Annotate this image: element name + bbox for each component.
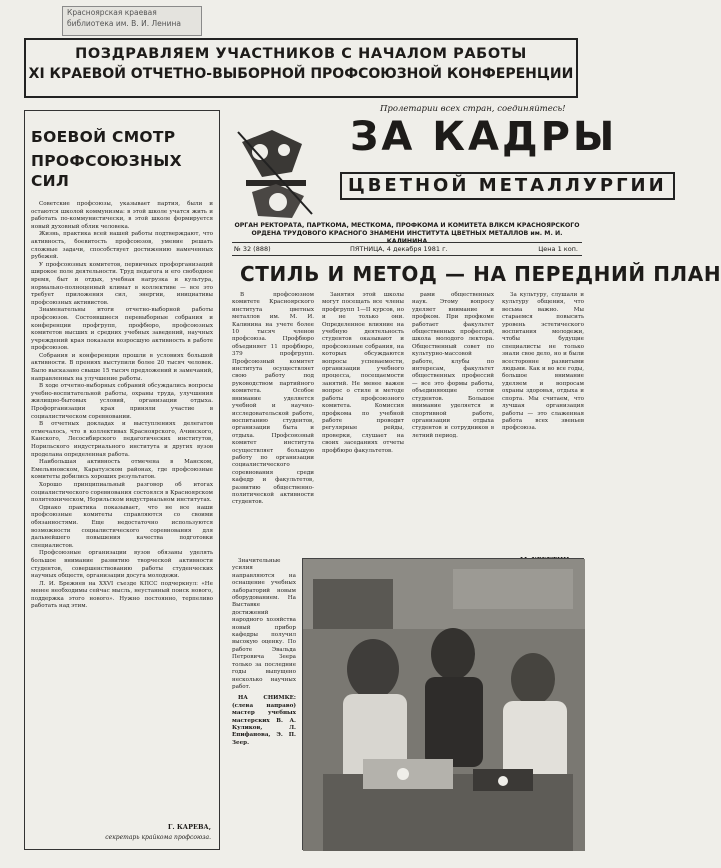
photo-caption bbox=[232, 558, 296, 850]
left-article-title-1: БОЕВОЙ СМОТР bbox=[31, 128, 176, 146]
banner-line-1: ПОЗДРАВЛЯЕМ УЧАСТНИКОВ С НАЧАЛОМ РАБОТЫ bbox=[75, 46, 527, 62]
left-paragraph: В ходе отчетно-выборных собраний обсуждались вопросы учебно-воспитательной работы, охраны труда, улучшения жилищно-бытовых условий, организации отдыха. Профорганизации края приняли участие в социалистическом соревновании. bbox=[31, 383, 213, 420]
issue-date: ПЯТНИЦА, 4 декабря 1981 г. bbox=[350, 245, 448, 253]
left-article-title-2: ПРОФСОЮЗНЫХ СИЛ bbox=[31, 152, 182, 190]
masthead bbox=[232, 112, 667, 232]
main-column-text: За культуру, слушали и культуру общения, что весьма важно. Мы стараемся повысить уровень эстетического воспитания молодежи, чтобы будущие специалисты не только знали свое дело, но и были всесторонне развитыми людьми. Как и во все годы, большое внимание уделяем и вопросам охраны здоровья, отдыха и спорта. Мы считаем, что лучшая организация работы — это слаженная работа всех звеньев профсоюза. bbox=[502, 292, 584, 432]
main-column-3 bbox=[412, 292, 494, 544]
left-paragraph: Хорошо принципиальный разговор об итогах социалистического соревнования состоялся в Красноярском политехническом, Норильском индустриальном институтах. bbox=[31, 481, 213, 504]
left-article-signature-role: секретарь крайкома профсоюза. bbox=[105, 834, 211, 841]
left-paragraph: В отчетных докладах и выступлениях делегатов отмечалось, что в коллективах Красноярского, Ачинского, Канского, Лесосибирского педагогических институтов, Норильского индустриального института и других вузов проделана определенная работа. bbox=[31, 421, 213, 458]
workshop-photo bbox=[302, 558, 584, 850]
workshop-photo-image bbox=[303, 559, 585, 851]
stamp-line-2: библиотека им. В. И. Ленина bbox=[67, 19, 181, 28]
main-column-1 bbox=[232, 292, 314, 544]
stamp-line-1: Красноярская краевая bbox=[67, 8, 157, 17]
photo-caption-text: Значительные усилия направляются на оснащение учебных лабораторий новым оборудованием. На Выставке достижений народного хозяйства новый прибор кафедры получил высокую оценку. По работе Эвальда Петровича Зеера только за последние годы выпущено несколько научных работ. bbox=[232, 558, 296, 690]
issue-number: № 32 (888) bbox=[234, 245, 271, 253]
banner-line-2: XI КРАЕВОЙ ОТЧЕТНО-ВЫБОРНОЙ ПРОФСОЮЗНОЙ КОНФЕРЕНЦИИ bbox=[28, 66, 574, 82]
main-article-body bbox=[232, 292, 584, 552]
issue-price: Цена 1 коп. bbox=[538, 245, 578, 253]
slogan: Пролетарии всех стран, соединяйтесь! bbox=[380, 104, 566, 114]
main-column-text: В профсоюзном комитете Красноярского института цветных металлов им. М. И. Калинина на учете более 10 тысяч членов профсоюза. Профбюро объединяет 11 профбюро, 379 профгрупп. Профсоюзный комитет института осуществляет свою работу под руководством партийного комитета. Особое внимание уделяется учебной и научно-исследовательской работе, воспитанию студентов, организации быта и отдыха. Профсоюзный комитет института осуществляет большую работу по организации социалистического соревнования среди кафедр и факультетов, развитию общественно-политической активности студентов. bbox=[232, 292, 314, 506]
left-paragraph: Знаменательны итоги отчетно-выборной работы профсоюзов. Состоявшиеся перевыборные собрания и конференции профгрупп, профбюро, профсоюзных комитетов высших и средних учебных заведений, научных учреждений края показали возросшую активность в работе профсоюзов. bbox=[31, 307, 213, 352]
left-article bbox=[24, 110, 220, 850]
library-stamp bbox=[62, 6, 202, 36]
issue-line bbox=[232, 242, 582, 256]
main-headline: СТИЛЬ И МЕТОД — НА ПЕРЕДНИЙ ПЛАН bbox=[240, 262, 721, 286]
left-article-body bbox=[31, 201, 213, 841]
main-column-4 bbox=[502, 292, 584, 544]
main-column-2 bbox=[322, 292, 404, 544]
masthead-subtitle: ЦВЕТНОЙ МЕТАЛЛУРГИИ bbox=[340, 172, 675, 200]
left-paragraph: У профсоюзных комитетов, первичных профорганизаций широкое поле деятельности. Труд педагога и его свободное время, быт и отдых, учебная нагрузка и культура, нормально-полноценный климат в коллективе — все это требует приложения сил, энергии, инициативы профсоюзных активистов. bbox=[31, 261, 213, 306]
left-paragraph: Советские профсоюзы, указывает партия, были и остаются школой коммунизма: в этой школе учатся жить и работать по-коммунистически, в этой школе формируется новый духовный облик человека. bbox=[31, 201, 213, 230]
masthead-title: ЗА КАДРЫ bbox=[350, 114, 618, 160]
left-paragraph: Наибольшая активность отмечена в Манском, Емельяновском, Каратузском районах, где профсоюзные комитеты добились хороших результатов. bbox=[31, 459, 213, 481]
left-paragraph: Л. И. Брежнев на XXVI съезде КПСС подчеркнул: «Не менее необходимы сейчас мысль, неустанный поиск нового, поддержка этого нового». Нужно постоянно, терпеливо работать над этим. bbox=[31, 580, 213, 610]
left-paragraph: Жизнь, практика всей нашей работы подтверждают, что активность, боевитость профсоюзов, умение решать сложные задачи, способствует достижению намеченных рубежей. bbox=[31, 231, 213, 261]
photo-caption-label: НА СНИМКЕ: (слева направо) мастер учебных мастерских В. А. Куликов, Л. Епифанова, Э. П. Зеер. bbox=[232, 695, 296, 746]
left-article-signature: Г. КАРЕВА, bbox=[167, 823, 211, 831]
main-column-text: рами общественных наук. Этому вопросу уделяет внимание и профком. При профкоме работает факультет общественных профессий, школа молодого лектора. Общественный совет по культурно-массовой работе, клубы по интересам, факультет общественных профессий — все это формы работы, объединяющие сотни студентов. Большое внимание уделяется и спортивной работе, организации отдыха студентов и сотрудников в летний период. bbox=[412, 292, 494, 439]
left-paragraph: Собрания и конференции прошли в условиях большой активности. В прениях выступили более 20 тысяч человек. Было высказано свыше 15 тысяч предложений и замечаний, направленных на улучшение работы. bbox=[31, 352, 213, 382]
greeting-banner bbox=[24, 38, 578, 98]
left-paragraph: Профсоюзные организации вузов обязаны уделять большое внимание развитию творческой активности студентов, совершенствованию работы студенческих научных обществ, организации досуга молодежи. bbox=[31, 550, 213, 580]
main-column-text: Занятия этой школы могут посещать все члены профгрупп 1—II курсов, но и не только они. Определенное влияние на учебную деятельность студентов оказывают и профсоюзные собрания, на которых обсуждаются вопросы успеваемости, организации учебного процесса, посещаемости занятий. Не менее важен вопрос о стиле и методе работы профсоюзного комитета. Комиссия профкома по учебной работе проводит регулярные рейды, проверки, слушает на своих заседаниях отчеты профбюро факультетов. bbox=[322, 292, 404, 454]
masthead-emblem-icon bbox=[232, 122, 320, 222]
masthead-organ-line: ОРГАН РЕКТОРАТА, ПАРТКОМА, МЕСТКОМА, ПРОФКОМА И КОМИТЕТА ВЛКСМ КРАСНОЯРСКОГО ОРДЕНА ТРУДОВОГО КРАСНОГО ЗНАМЕНИ ИНСТИТУТА ЦВЕТНЫХ МЕТАЛЛОВ им. М. И. КАЛИНИНА bbox=[234, 222, 580, 245]
left-paragraph: Однако практика показывает, что не все наши профсоюзные комитеты справляются со своими обязанностями. Еще недостаточно используются возможности социалистического соревнования для дальнейшего повышения качества подготовки специалистов. bbox=[31, 504, 213, 549]
